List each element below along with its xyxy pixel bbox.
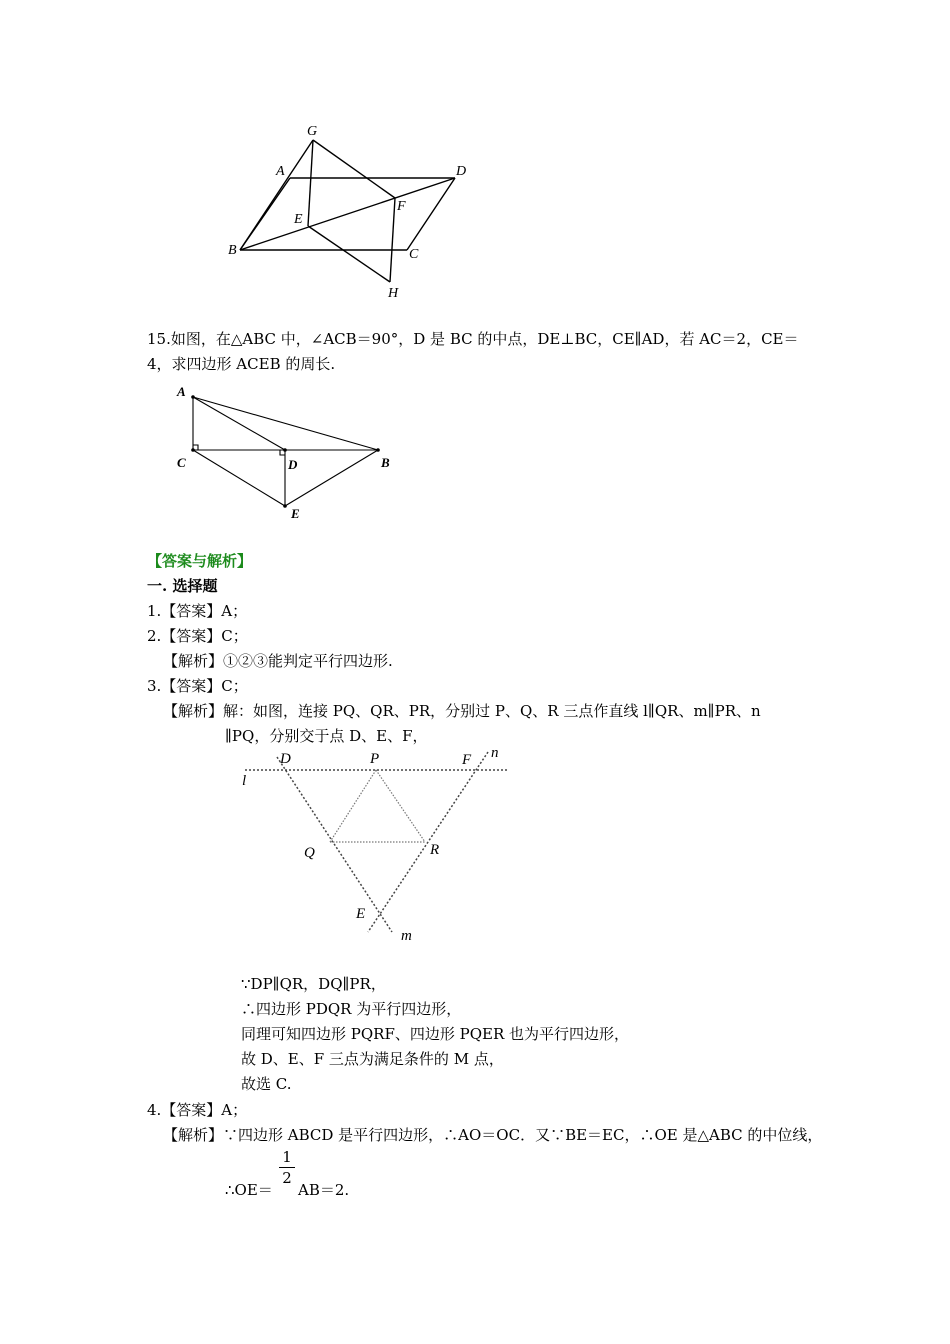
question-15-line1: 15.如图，在△ABC 中，∠ACB＝90°，D 是 BC 的中点，DE⊥BC，CE∥AD，若 AC＝2，CE＝ <box>147 330 799 348</box>
answer-1: 1.【答案】A； <box>147 602 248 620</box>
answer-3-explanation-2: ∥PQ，分别交于点 D、E、F， <box>225 727 428 745</box>
answer-3-step-3: 同理可知四边形 PQRF、四边形 PQER 也为平行四边形， <box>241 1025 630 1043</box>
answer-3-step-4: 故 D、E、F 三点为满足条件的 M 点， <box>241 1050 504 1068</box>
label-f: F <box>397 199 406 214</box>
figure-triangle-aceb <box>170 380 400 525</box>
label-d: D <box>288 457 298 472</box>
answer-4: 4.【答案】A； <box>147 1101 248 1119</box>
label-l: l <box>242 773 247 789</box>
figure-pqr-lines <box>235 745 515 945</box>
answer-4-explanation: 【解析】∵四边形 ABCD 是平行四边形，∴AO＝OC．又∵BE＝EC，∴OE 是△ABC 的中位线， <box>163 1126 823 1144</box>
answer-3-explanation-1: 【解析】解：如图，连接 PQ、QR、PR，分别过 P、Q、R 三点作直线 l∥QR、m∥PR、n <box>163 702 761 720</box>
answer-3-step-2: ∴四边形 PDQR 为平行四边形， <box>241 1000 462 1018</box>
label-e: E <box>294 212 303 227</box>
label-b: B <box>381 455 390 470</box>
label-n: n <box>491 745 499 761</box>
label-q: Q <box>304 845 315 861</box>
label-d: D <box>456 164 467 179</box>
fraction-bar <box>279 1167 295 1168</box>
answer-2-explanation: 【解析】①②③能判定平行四边形. <box>163 652 393 670</box>
label-r: R <box>430 842 440 858</box>
answer-3-step-1: ∵DP∥QR，DQ∥PR， <box>241 975 386 993</box>
answer-3: 3.【答案】C； <box>147 677 248 695</box>
label-g: G <box>307 124 318 139</box>
question-15-line2: 4，求四边形 ACEB 的周长. <box>147 355 336 373</box>
label-a: A <box>177 384 186 399</box>
answers-header: 【答案与解析】 <box>147 552 253 570</box>
label-e: E <box>291 506 300 521</box>
label-h: H <box>388 286 399 301</box>
label-c: C <box>177 455 186 470</box>
answer-3-step-5: 故选 C. <box>241 1075 292 1093</box>
label-c: C <box>409 247 419 262</box>
section-choice: 一. 选择题 <box>147 577 218 595</box>
fraction-one-half <box>277 1148 297 1187</box>
fraction-denominator: 2 <box>282 1169 292 1187</box>
answer-2: 2.【答案】C； <box>147 627 248 645</box>
label-f: F <box>462 752 472 768</box>
fraction-numerator: 1 <box>282 1148 292 1166</box>
label-a: A <box>276 164 285 179</box>
label-m: m <box>401 928 412 944</box>
label-d: D <box>280 751 291 767</box>
label-p: P <box>370 751 380 767</box>
answer-4-oe-suffix: AB＝2. <box>298 1181 350 1199</box>
answer-4-oe-prefix: ∴OE＝ <box>225 1181 273 1199</box>
label-b: B <box>228 243 237 258</box>
figure-parallelogram-gh <box>220 115 480 305</box>
label-e: E <box>356 906 366 922</box>
